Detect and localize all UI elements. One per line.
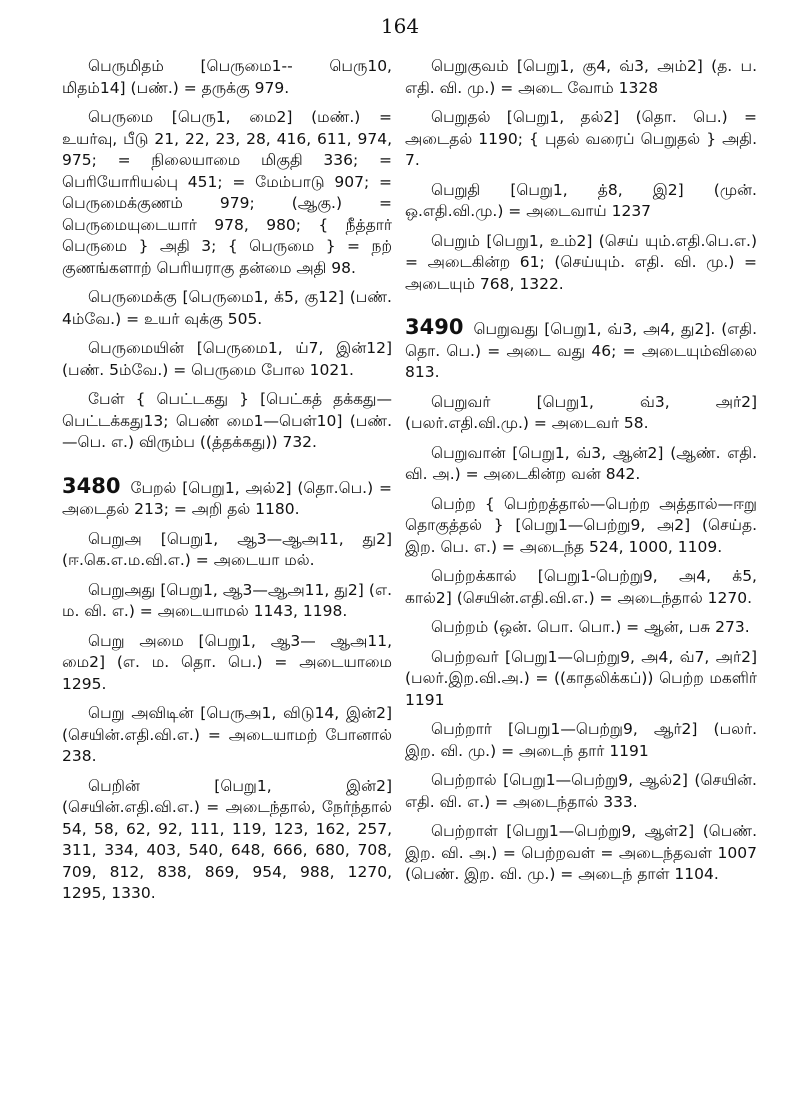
entry: பெற்றாள் [பெறு1—பெற்று9, ஆள்2] (பெண். இற. வி. அ.) = பெற்றவள் = அடைந்தவள் 1007 (பெண். இற. வி. மு.) = அடைந் தாள் 1104. (405, 822, 757, 883)
entry: பெருமைக்கு [பெருமை1, க்5, கு12] (பண். 4ம்வே.) = உயர் வுக்கு 505. (62, 288, 392, 328)
entry: 3480 பேறல் [பெறு1, அல்2] (தொ.பெ.) = அடைதல் 213; = அறி தல் 1180. (62, 473, 392, 518)
entry: பெறுஅ [பெறு1, ஆ3—ஆஅ11, து2] (ஈ.கெ.எ.ம.வி.எ.) = அடையா மல். (62, 529, 392, 569)
entry: பெறுஅது [பெறு1, ஆ3—ஆஅ11, து2] (எ. ம. வி. எ.) = அடையாமல் 1143, 1198. (62, 580, 392, 620)
entry: பெருமையின் [பெருமை1, ய்7, இன்12] (பண். 5ம்வே.) = பெருமை போல 1021. (62, 339, 392, 379)
entry: பெறுவான் [பெறு1, வ்3, ஆன்2] (ஆண். எதி. வி. அ.) = அடைகின்ற வன் 842. (405, 443, 757, 483)
entry: பேள் { பெட்டகது } [பெட்கத் தக்கது—பெட்டக்கது13; பெண் மை1—பெள்10] (பண்.—பெ. எ.) விரும்ப ((த்தக்கது)) 732. (62, 390, 392, 451)
left-column (62, 56, 392, 913)
entry: பெறுகுவம் [பெறு1, கு4, வ்3, அம்2] (த. ப. எதி. வி. மு.) = அடை வோம் 1328 (405, 57, 757, 97)
entry-number: 3490 (405, 315, 464, 339)
right-column (405, 56, 757, 894)
entry: பெற்றவர் [பெறு1—பெற்று9, அ4, வ்7, அர்2] (பலர்.இற.வி.அ.) = ((காதலிக்கப்)) பெற்ற மகளிர் 1191 (405, 647, 757, 709)
entry: பெருமிதம் [பெருமை1-- பெரு10, மிதம்14] (பண்.) = தருக்கு 979. (62, 57, 392, 97)
entry: பெறுதி [பெறு1, த்8, இ2] (முன். ஒ.எதி.வி.மு.) = அடைவாய் 1237 (405, 180, 757, 220)
entry: பெறு அமை [பெறு1, ஆ3— ஆஅ11, மை2] (எ. ம. தொ. பெ.) = அடையாமை 1295. (62, 631, 392, 693)
entry-number: 3480 (62, 473, 121, 498)
entry: பெறின் [பெறு1, இன்2] (செயின்.எதி.வி.எ.) = அடைந்தால், நேர்ந்தால் 54, 58, 62, 92, 111, 119, 123, 162, 257, 311, 334, 403, 540, 648, 666, 680, 708, 709, 812, 838, 869, 954, 988, 1270, 1295, 1330. (62, 776, 392, 902)
entry: பெற்றார் [பெறு1—பெற்று9, ஆர்2] (பலர். இற. வி. மு.) = அடைந் தார் 1191 (405, 720, 757, 760)
entry: பெறுதல் [பெறு1, தல்2] (தொ. பெ.) = அடைதல் 1190; { புதல் வரைப் பெறுதல் } அதி. 7. (405, 108, 757, 169)
entry: பெற்ற { பெற்றத்தால்—பெற்ற அத்தால்—ஈறு தொகுத்தல் } [பெறு1—பெற்று9, அ2] (செய்த. இற. பெ. எ.) = அடைந்த 524, 1000, 1109. (405, 494, 757, 556)
page-number: 164 (380, 14, 420, 38)
entry: பெறுவர் [பெறு1, வ்3, அர்2] (பலர்.எதி.வி.மு.) = அடைவர் 58. (405, 392, 757, 432)
entry: பெறும் [பெறு1, உம்2] (செய் யும்.எதி.பெ.எ.) = அடைகின்ற 61; (செய்யும். எதி. வி. மு.) = அடையும் 768, 1322. (405, 231, 757, 293)
entry: 3490 பெறுவது [பெறு1, வ்3, அ4, து2]. (எதி. தொ. பெ.) = அடை வது 46; = அடையும்விலை 813. (405, 315, 757, 381)
entry: பெறு அவிடின் [பெருஅ1, விடு14, இன்2] (செயின்.எதி.வி.எ.) = அடையாமற் போனால் 238. (62, 704, 392, 765)
entry: பெற்றால் [பெறு1—பெற்று9, ஆல்2] (செயின். எதி. வி. எ.) = அடைந்தால் 333. (405, 771, 757, 811)
entry: பெற்றம் (ஒன். பொ. பொ.) = ஆன், பசு 273. (431, 618, 750, 636)
entry: பெருமை [பெரு1, மை2] (மண்.) = உயர்வு, பீடு 21, 22, 23, 28, 416, 611, 974, 975; = நிலையாமை மிகுதி 336; = பெரியோரியல்பு 451; = மேம்பாடு 907; = பெருமைக்குணம் 979; (ஆகு.) = பெருமையுடையார் 978, 980; { நீத்தார் பெருமை } அதி 3; { பெருமை } = நற் குணங்களாற் பெரியராகு தன்மை அதி 98. (62, 108, 392, 277)
entry: பெற்றக்கால் [பெறு1-பெற்று9, அ4, க்5, கால்2] (செயின்.எதி.வி.எ.) = அடைந்தால் 1270. (405, 567, 757, 607)
